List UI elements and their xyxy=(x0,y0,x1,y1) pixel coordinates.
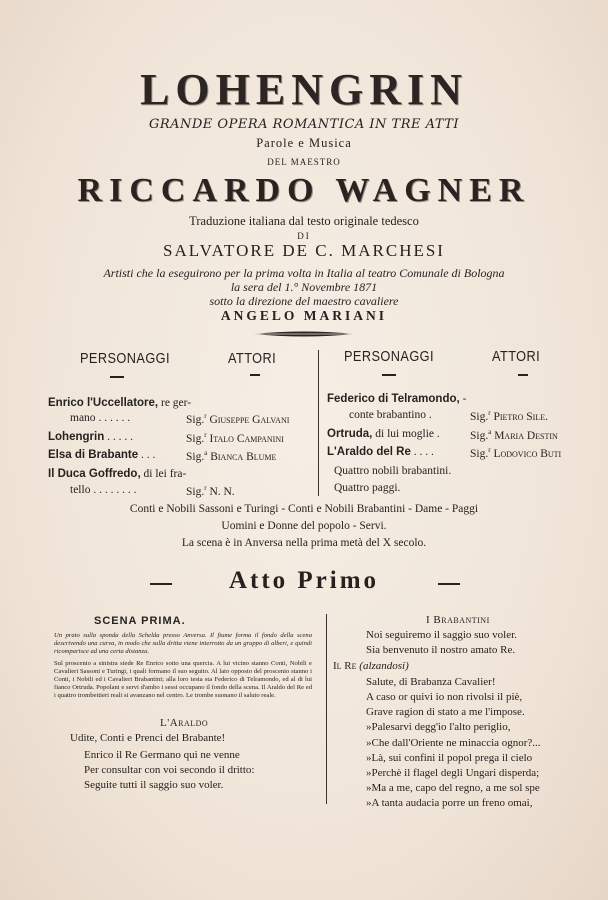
premiere-line-3: sotto la direzione del maestro cavaliere xyxy=(209,294,399,308)
premiere-line-2: la sera del 1.° Novembre 1871 xyxy=(230,280,378,294)
verse-line: »Ma a me, capo del regno, a me sol spe xyxy=(366,782,540,794)
chorus-line-2: Uomini e Donne del popolo - Servi. xyxy=(221,520,387,532)
role-name: Lohengrin xyxy=(48,431,105,443)
actor-prefix: Sig. xyxy=(470,410,489,423)
header-dash xyxy=(250,374,260,376)
role-name: Ortruda, xyxy=(327,428,373,440)
actor-prefix-sup: r xyxy=(204,412,207,420)
cast-entry xyxy=(48,468,186,480)
actor-prefix: Sig. xyxy=(186,413,205,426)
cast-entry xyxy=(327,428,440,440)
actor-name: Pietro Sile. xyxy=(493,410,548,423)
act-title-rule-right xyxy=(438,583,460,585)
actor-entry xyxy=(470,428,558,442)
act-title: Atto Primo xyxy=(228,567,380,594)
words-music-line: Parole e Musica xyxy=(256,136,352,150)
actor-prefix-sup: a xyxy=(488,428,492,436)
verse-line: Enrico il Re Germano qui ne venne xyxy=(84,749,240,761)
cast-entry xyxy=(48,431,133,443)
premiere-note xyxy=(0,266,608,308)
actor-prefix: Sig. xyxy=(186,450,205,463)
leader-dots: . . . . . . xyxy=(95,412,131,424)
role-note: re ger- xyxy=(158,397,192,409)
verse-line: »Palesarvi degg'io l'alto periglio, xyxy=(366,721,511,733)
cast-header-characters-left: PERSONAGGI xyxy=(80,350,170,367)
leader-dots: . . . xyxy=(138,449,156,461)
verse-line: A caso or quivi io non rivolsi il piè, xyxy=(366,691,523,703)
role-cont: conte brabantino xyxy=(349,409,426,421)
verse-line: Sia benvenuto il nostro amato Re. xyxy=(366,644,516,656)
opera-subtitle: GRANDE OPERA ROMANTICA IN TRE ATTI xyxy=(148,117,460,132)
verse-line: »A tanta audacia porre un freno omai, xyxy=(366,797,533,809)
cast-entry-cont xyxy=(70,412,130,424)
chorus-line-1: Conti e Nobili Sassoni e Turingi - Conti e Nobili Brabantini - Dame - Paggi xyxy=(129,503,479,515)
actor-prefix-sup: r xyxy=(488,446,491,454)
verse-line: Seguite tutti il saggio suo voler. xyxy=(84,779,224,791)
cast-header-actors-left: ATTORI xyxy=(228,350,277,367)
header-dash xyxy=(110,376,124,378)
setting-line: La scena è in Anversa nella prima metà del X secolo. xyxy=(181,537,427,549)
cast-entry: Quattro nobili brabantini. xyxy=(334,465,452,477)
verse-line: Salute, di Brabanza Cavalier! xyxy=(366,676,496,688)
cast-entry xyxy=(48,397,191,409)
role-note: di lei fra- xyxy=(140,468,187,480)
role-cont: mano xyxy=(70,412,96,424)
premiere-line-1: Artisti che la eseguirono per la prima volta in Italia al teatro Comunale di Bologna xyxy=(103,266,505,280)
verse-line: Udite, Conti e Prenci del Brabante! xyxy=(70,732,226,744)
scene-title: SCENA PRIMA. xyxy=(94,615,186,627)
actor-name: Lodovico Buti xyxy=(493,447,562,460)
actor-entry xyxy=(186,449,276,463)
translation-line: Traduzione italiana dal testo originale tedesco xyxy=(189,214,419,228)
actor-prefix: Sig. xyxy=(186,485,205,498)
actor-name: N. N. xyxy=(209,485,235,498)
cast-column-separator xyxy=(318,350,319,496)
actor-entry xyxy=(470,446,561,460)
stage-direction: Sul proscenio a sinistra siede Re Enrico sotto una quercia. A lui vicino stanno Conti, Nobili e Cavalieri Sassoni e Turingi, i quali formano il suo seguito. Al lato opposto del proscenio stanno i Conti, i Nobili ed i Cavalieri Brabantini; alla loro testa sta Federico di Telramondo, ed al di lui fianco Ortruda. Popolani e servi d'ambo i sessi occupano il fondo della scena. Il Araldo del Re ed i quattro trombettieri reali si avanzano nel centro. Le trombe suonano il saluto reale. xyxy=(54,660,312,699)
actor-prefix: Sig. xyxy=(470,429,489,442)
king-label-line xyxy=(333,659,409,674)
cast-entry-cont xyxy=(349,409,432,421)
ornament-divider xyxy=(252,330,356,338)
cast-entry xyxy=(327,393,466,405)
role-name: Federico di Telramondo, xyxy=(327,393,460,405)
cast-entry-cont xyxy=(70,484,136,496)
leader-dots: . . . . xyxy=(410,446,434,458)
actor-prefix-sup: r xyxy=(488,409,491,417)
header-dash xyxy=(518,374,528,376)
stage-aside: (alzandosi) xyxy=(359,660,409,672)
verse-line: Per consultar con voi secondo il dritto: xyxy=(84,764,255,776)
role-name: Elsa di Brabante xyxy=(48,449,139,461)
actor-entry xyxy=(186,484,235,498)
role-note: - xyxy=(459,393,467,405)
verse-line: »Che dall'Oriente ne minaccia ognor?... xyxy=(366,737,541,749)
opera-title: LOHENGRIN xyxy=(140,65,468,114)
actor-prefix-sup: r xyxy=(204,484,207,492)
cast-entry: Quattro paggi. xyxy=(334,482,401,494)
actor-prefix-sup: r xyxy=(204,431,207,439)
role-name: Il Duca Goffredo, xyxy=(48,468,141,480)
leader-dots: . . . . . xyxy=(104,431,133,443)
translator-name: SALVATORE DE C. MARCHESI xyxy=(163,241,445,260)
verse-line: »Là, sui confini il popol prega il cielo xyxy=(366,752,533,764)
actor-entry xyxy=(470,409,548,423)
speaker-label: Il Re xyxy=(333,660,357,672)
conductor-name: ANGELO MARIANI xyxy=(220,308,388,323)
leader-dots: . xyxy=(425,409,432,421)
actor-name: Italo Campanini xyxy=(209,432,284,445)
header-dash xyxy=(382,374,396,376)
cast-entry xyxy=(48,449,155,461)
cast-header-actors-right: ATTORI xyxy=(492,348,541,365)
role-name: L'Araldo del Re xyxy=(327,446,411,458)
actor-prefix: Sig. xyxy=(186,432,205,445)
actor-name: Maria Destin xyxy=(494,429,558,442)
actor-entry xyxy=(186,412,289,426)
speaker-label: I Brabantini xyxy=(426,614,490,626)
speaker-label: L'Araldo xyxy=(160,717,209,729)
actor-name: Giuseppe Galvani xyxy=(209,413,290,426)
cast-header-characters-right: PERSONAGGI xyxy=(344,348,434,365)
cast-entry xyxy=(327,446,434,458)
text-column-separator xyxy=(326,614,327,804)
di-line: DI xyxy=(297,231,311,241)
role-cont: tello xyxy=(70,484,91,496)
composer-name: RICCARDO WAGNER xyxy=(77,172,531,209)
actor-entry xyxy=(186,431,284,445)
actor-prefix-sup: a xyxy=(204,449,208,457)
verse-line: Grave ragion di stato a me l'impose. xyxy=(366,706,525,718)
role-name: Enrico l'Uccellatore, xyxy=(48,397,159,409)
verse-line: Noi seguiremo il saggio suo voler. xyxy=(366,629,517,641)
del-maestro-line: DEL MAESTRO xyxy=(267,157,341,167)
leader-dots: . . . . . . . . xyxy=(90,484,137,496)
scene-description: Un prato sulla sponda della Schelda presso Anversa. Il fiume forma il fondo della scena descrivendo una curva, in modo che sulla dritta viene interrotto da un gruppo di alberi, e quindi ricomparisce ad una certa distanza. xyxy=(54,632,312,655)
verse-line: »Perchè il flagel degli Ungari disperda; xyxy=(366,767,540,779)
actor-prefix: Sig. xyxy=(470,447,489,460)
role-note: di lui moglie xyxy=(372,428,435,440)
leader-dots: . xyxy=(434,428,440,440)
actor-name: Bianca Blume xyxy=(210,450,277,463)
